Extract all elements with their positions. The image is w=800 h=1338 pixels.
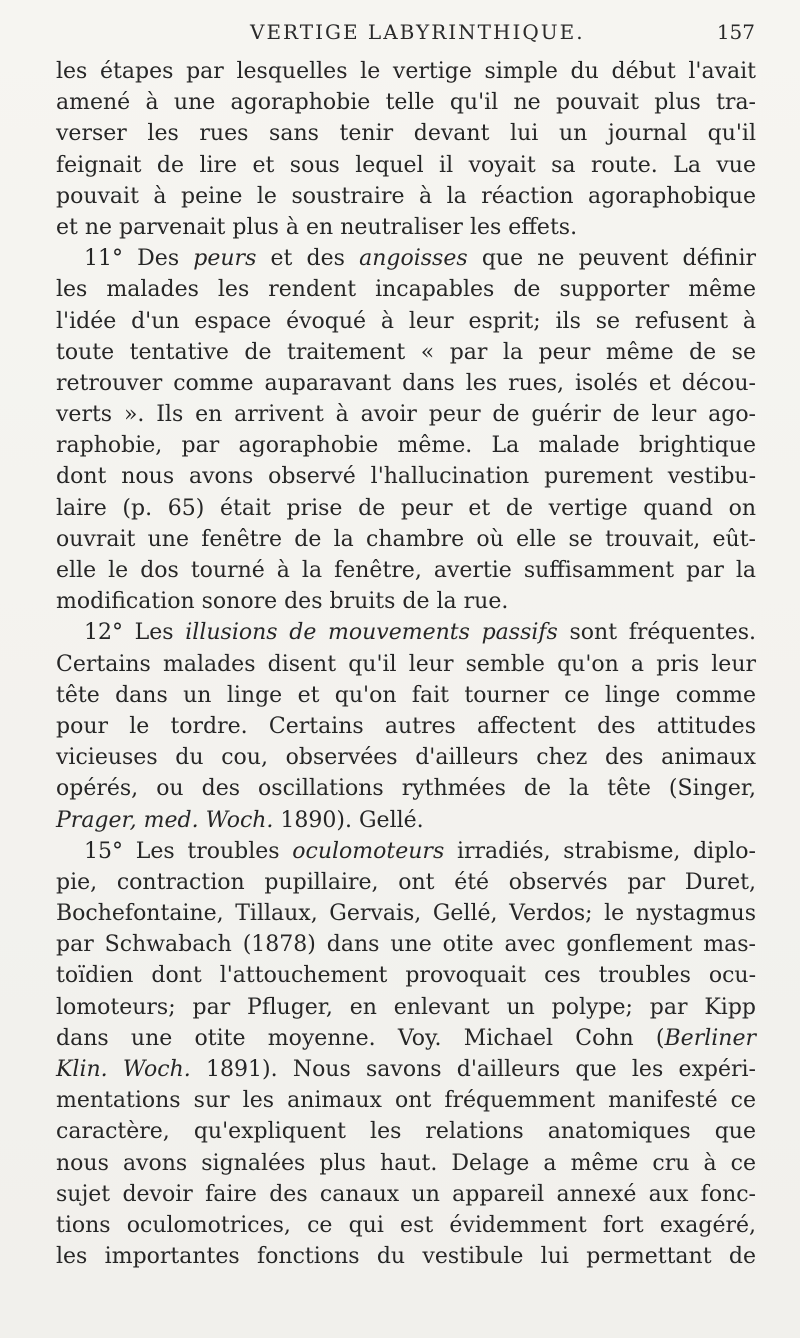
text-line: 11° Des peurs et des angoisses que ne peuvent définir: [84, 246, 756, 272]
text-line: pouvait à peine le soustraire à la réaction agoraphobique: [56, 183, 756, 209]
page-body: [56, 56, 756, 1272]
text-line: vicieuses du cou, observées d'ailleurs chez des animaux: [56, 745, 756, 771]
text-line: toute tentative de traitement « par la peur même de se: [56, 339, 756, 365]
paragraph-12: [56, 617, 756, 835]
text-line: pie, contraction pupillaire, ont été observés par Duret,: [56, 869, 756, 895]
text-line: les importantes fonctions du vestibule lui permettant de: [56, 1244, 756, 1270]
text-line: par Schwabach (1878) dans une otite avec gonflement mas-: [56, 932, 756, 958]
text-line: toïdien dont l'attouchement provoquait ces troubles ocu-: [56, 963, 756, 989]
running-title: VERTIGE LABYRINTHIQUE.: [250, 20, 585, 44]
text-line: tions oculomotrices, ce qui est évidemment fort exagéré,: [56, 1212, 756, 1238]
text-line: Klin. Woch. 1891). Nous savons d'ailleurs que les expéri-: [56, 1057, 756, 1082]
text-line: Bochefontaine, Tillaux, Gervais, Gellé, Verdos; le nystagmus: [56, 901, 756, 927]
text-line: sujet devoir faire des canaux un appareil annexé aux fonc-: [56, 1181, 756, 1207]
text-line: ouvrait une fenêtre de la chambre où elle se trouvait, eût-: [56, 526, 756, 552]
text-line: Prager, med. Woch. 1890). Gellé.: [56, 807, 424, 833]
page-number: 157: [716, 20, 755, 44]
text-line: l'idée d'un espace évoqué à leur esprit; ils se refusent à: [56, 308, 756, 334]
text-line: opérés, ou des oscillations rythmées de la tête (Singer,: [56, 776, 756, 802]
text-line: feignait de lire et sous lequel il voyait sa route. La vue: [56, 152, 756, 178]
text-line: 12° Les illusions de mouvements passifs sont fréquentes.: [84, 620, 756, 646]
text-line: laire (p. 65) était prise de peur et de vertige quand on: [56, 495, 756, 521]
text-line: retrouver comme auparavant dans les rues, isolés et décou-: [56, 370, 756, 396]
text-line: dans une otite moyenne. Voy. Michael Cohn (Berliner: [56, 1025, 756, 1051]
paragraph-continuation: [56, 56, 756, 243]
text-line: amené à une agoraphobie telle qu'il ne pouvait plus tra-: [56, 90, 756, 116]
text-line: les étapes par lesquelles le vertige simple du début l'avait: [56, 59, 756, 84]
text-line: Certains malades disent qu'il leur semble qu'on a pris leur: [56, 651, 756, 677]
text-line: mentations sur les animaux ont fréquemment manifesté ce: [56, 1088, 756, 1114]
text-line: 15° Les troubles oculomoteurs irradiés, strabisme, diplo-: [84, 838, 756, 864]
page-header: [250, 14, 755, 50]
text-line: et ne parvenait plus à en neutraliser les effets.: [56, 214, 578, 240]
text-line: lomoteurs; par Pfluger, en enlevant un polype; par Kipp: [56, 994, 756, 1020]
paragraph-11: [56, 243, 756, 617]
text-line: raphobie, par agoraphobie même. La malade brightique: [56, 433, 756, 459]
text-line: nous avons signalées plus haut. Delage a même cru à ce: [56, 1150, 756, 1176]
text-line: modification sonore des bruits de la rue.: [56, 589, 509, 615]
text-line: elle le dos tourné à la fenêtre, avertie suffisamment par la: [56, 558, 756, 583]
paragraph-15: [56, 836, 756, 1273]
text-line: caractère, qu'expliquent les relations anatomiques que: [56, 1119, 756, 1145]
text-line: tête dans un linge et qu'on fait tourner ce linge comme: [56, 682, 756, 708]
text-line: verser les rues sans tenir devant lui un journal qu'il: [56, 121, 756, 147]
text-line: dont nous avons observé l'hallucination purement vestibu-: [56, 464, 756, 490]
text-line: verts ». Ils en arrivent à avoir peur de guérir de leur ago-: [56, 402, 756, 428]
text-line: pour le tordre. Certains autres affectent des attitudes: [56, 713, 756, 739]
text-line: les malades les rendent incapables de supporter même: [56, 277, 756, 303]
